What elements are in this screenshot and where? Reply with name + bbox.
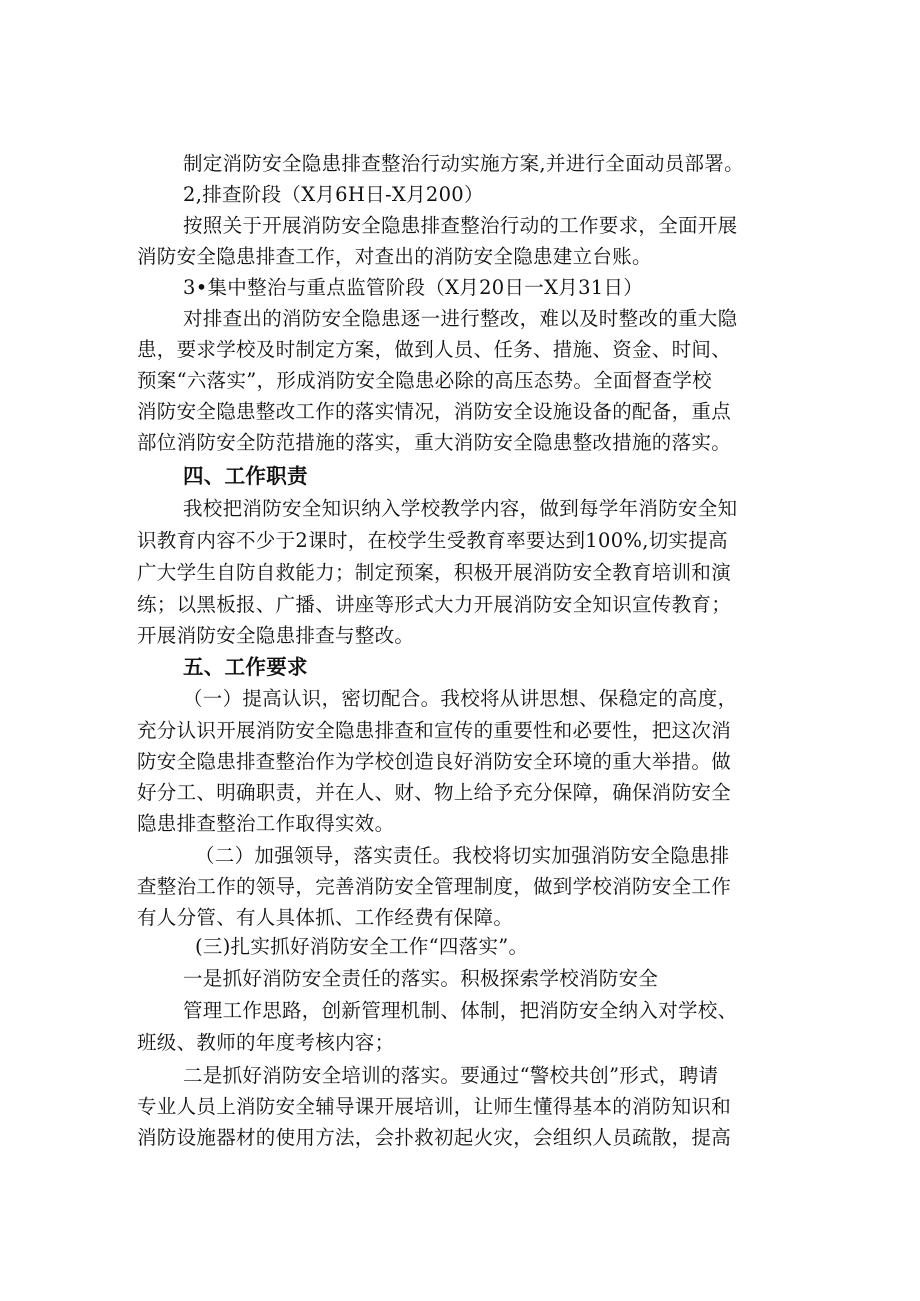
text-line: 消防安全隐患排查工作，对查出的消防安全隐患建立台账。: [137, 245, 652, 268]
text-line: 预案“六落实”，形成消防安全隐患必除的高压态势。全面督查学校: [137, 369, 712, 392]
text-line: （一）提高认识，密切配合。我校将从讲思想、保稳定的高度，: [183, 687, 738, 710]
text-line: 消防安全隐患整改工作的落实情况，消防安全设施设备的配备，重点: [137, 400, 732, 423]
text-line: (三)扎实抓好消防安全工作“四落实”。: [195, 935, 529, 958]
text-line: （二）加强领导，落实责任。我校将切实加强消防安全隐患排: [195, 844, 730, 867]
text-line: 我校把消防安全知识纳入学校教学内容，做到每学年消防安全知: [183, 497, 738, 520]
text-line: 部位消防安全防范措施的落实，重大消防安全隐患整改措施的落实。: [137, 431, 732, 454]
text-line: 按照关于开展消防安全隐患排查整治行动的工作要求，全面开展: [183, 214, 738, 237]
text-line: 患，要求学校及时制定方案，做到人员、任务、措施、资金、时间、: [137, 338, 732, 361]
text-line: 二是抓好消防安全培训的落实。要通过“警校共创”形式，聘请: [183, 1064, 719, 1087]
text-line: 2,排查阶段（X月6H日-X月200）: [183, 183, 484, 206]
text-line: 充分认识开展消防安全隐患排查和宣传的重要性和必要性，把这次消: [137, 719, 732, 742]
text-line: 有人分管、有人具体抓、工作经费有保障。: [137, 906, 514, 929]
text-line: 防安全隐患排查整治作为学校创造良好消防安全环境的重大举措。做: [137, 750, 732, 773]
text-line: 一是抓好消防安全责任的落实。积极探索学校消防安全: [183, 967, 659, 990]
text-line: 管理工作思路，创新管理机制、体制，把消防安全纳入对学校、: [183, 999, 738, 1022]
text-line: 广大学生自防自救能力；制定预案，积极开展消防安全教育培训和演: [137, 561, 732, 584]
text-line: 班级、教师的年度考核内容；: [137, 1031, 395, 1054]
text-line: 识教育内容不少于2课时，在校学生受教育率要达到100%,切实提高: [137, 529, 728, 552]
text-line: 3•集中整治与重点监管阶段（X月20日一X月31日）: [183, 276, 644, 299]
text-line: 对排查出的消防安全隐患逐一进行整改，难以及时整改的重大隐: [183, 307, 738, 330]
text-line: 专业人员上消防安全辅导课开展培训，让师生懂得基本的消防知识和: [137, 1095, 732, 1118]
section-heading: 五、工作要求: [183, 655, 308, 679]
text-line: 制定消防安全隐患排查整治行动实施方案,并进行全面动员部署。: [183, 152, 744, 175]
section-heading: 四、工作职责: [183, 464, 308, 488]
text-line: 查整治工作的领导，完善消防安全管理制度，做到学校消防安全工作: [137, 875, 732, 898]
text-line: 好分工、明确职责，并在人、财、物上给予充分保障，确保消防安全: [137, 781, 732, 804]
text-line: 开展消防安全隐患排查与整改。: [137, 624, 415, 647]
text-line: 隐患排查整治工作取得实效。: [137, 812, 395, 835]
text-line: 消防设施器材的使用方法，会扑救初起火灾，会组织人员疏散，提高: [137, 1126, 732, 1149]
text-line: 练；以黑板报、广播、讲座等形式大力开展消防安全知识宣传教育；: [137, 593, 732, 616]
